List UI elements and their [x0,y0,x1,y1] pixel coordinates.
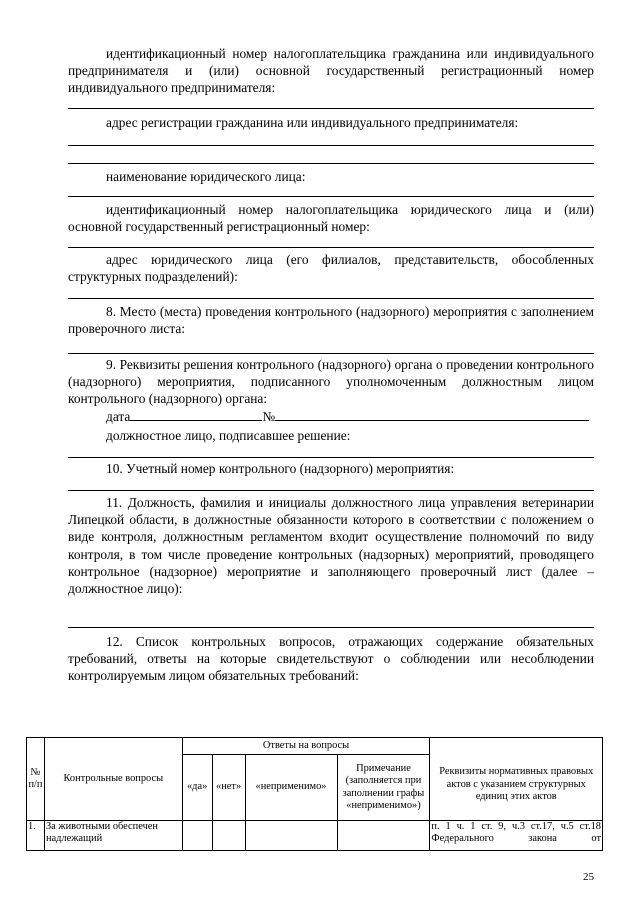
number-label: № [262,409,276,424]
header-requisites: Реквизиты нормативных правовых актов с указанием структурных единиц этих актов [430,738,603,821]
row-number: 1. [27,821,45,851]
row-requisites [430,821,603,851]
decision-date-row [106,408,594,425]
number-field[interactable] [275,408,589,421]
fill-line[interactable] [68,163,594,164]
checklist-table [26,737,603,851]
fill-line[interactable] [68,457,594,458]
answer-yes-cell[interactable] [182,821,212,851]
fill-line[interactable] [68,196,594,197]
fill-line[interactable] [68,353,594,354]
header-note: Примечание (заполняется при заполнении графы «неприменимо») [337,755,430,821]
paragraph-11: 11. Должность, фамилия и инициалы должностного лица управления ветеринарии Липецкой области, в должностные обязанности которого в соответствии с положением о виде контроля, должностным регламентом входит осуществление полномочий по виду контроля, в том числе проведение контрольных (надзорных) мероприятий, проводящего контрольное (надзорное) мероприятие и заполняющего проверочный лист (далее – должностное лицо): [68,495,594,597]
header-no: «нет» [212,755,245,821]
paragraph-9-official: должностное лицо, подписавшее решение: [106,428,351,443]
note-cell[interactable] [337,821,430,851]
fill-line[interactable] [68,490,594,491]
paragraph-10: 10. Учетный номер контрольного (надзорного) мероприятия: [106,461,455,476]
paragraph-9: 9. Реквизиты решения контрольного (надзорного) органа о проведении контрольного (надзорного) мероприятия, подписанного уполномоченным должностным лицом контрольного (надзорного) органа: [68,357,594,407]
answer-na-cell[interactable] [245,821,337,851]
row-question: За животными обеспечен надлежащий [44,821,182,851]
paragraph-8: 8. Место (места) проведения контрольного (надзорного) мероприятия с заполнением проверочного листа: [68,304,594,337]
fill-line[interactable] [68,145,594,146]
requisite-line: Федерального закона от [431,833,601,845]
fill-line[interactable] [68,298,594,299]
header-questions: Контрольные вопросы [44,738,182,821]
header-number: № п/п [27,738,45,821]
paragraph-address: адрес регистрации гражданина или индивидуального предпринимателя: [106,115,519,130]
header-yes: «да» [182,755,212,821]
paragraph-inn-org: идентификационный номер налогоплательщика юридического лица и (или) основной государственный регистрационный номер: [68,202,594,235]
fill-line[interactable] [68,108,594,109]
date-field[interactable] [130,408,262,421]
page-number: 25 [583,871,594,883]
date-label: дата [106,409,131,424]
requisite-line: п. 1 ч. 1 ст. 9, ч.3 ст.17, ч.5 ст.18 [431,821,601,832]
header-not-applicable: «неприменимо» [245,755,337,821]
table-row [27,821,603,851]
fill-line[interactable] [68,247,594,248]
paragraph-12: 12. Список контрольных вопросов, отражающих содержание обязательных требований, ответы на которые свидетельствуют о соблюдении или несоблюдении контролируемым лицом обязательных требований: [68,634,594,684]
paragraph-org-address: адрес юридического лица (его филиалов, представительств, обособленных структурных подразделений): [68,252,594,285]
header-answers: Ответы на вопросы [182,738,430,755]
paragraph-inn-person: идентификационный номер налогоплательщика гражданина или индивидуального предпринимателя и (или) основной государственный регистрационный номер индивидуального предпринимателя: [68,46,594,96]
fill-line[interactable] [68,627,594,628]
answer-no-cell[interactable] [212,821,245,851]
paragraph-org-name: наименование юридического лица: [106,169,306,184]
